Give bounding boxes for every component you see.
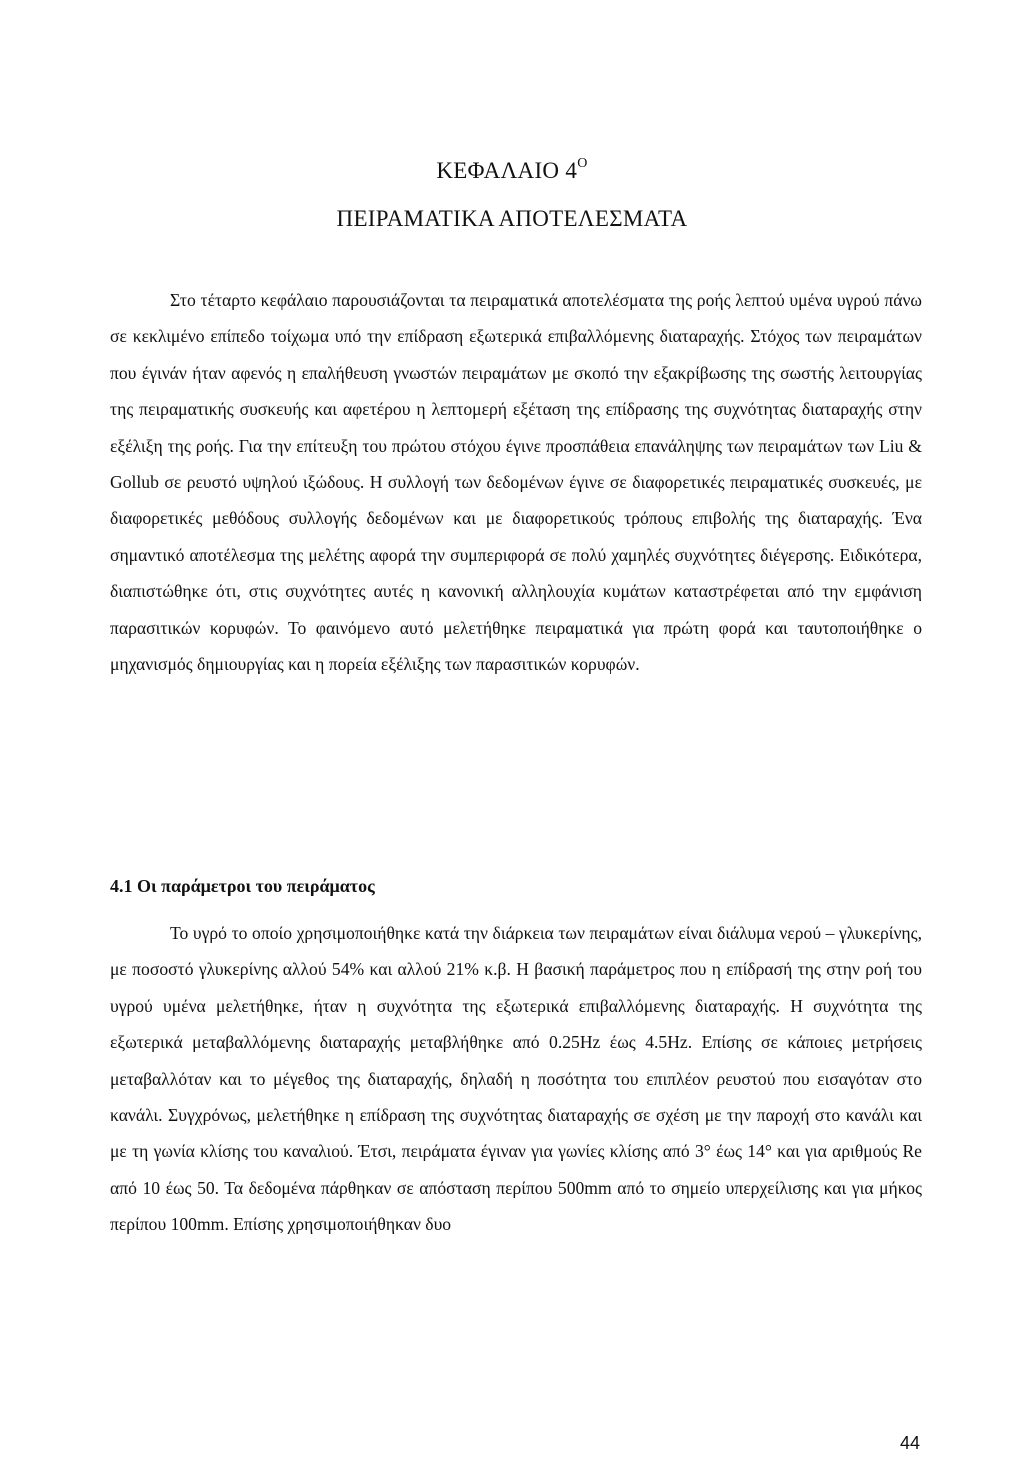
section-heading: 4.1 Οι παράμετροι του πειράματος (110, 876, 375, 896)
chapter-title-text: ΚΕΦΑΛΑΙΟ 4 (436, 158, 578, 183)
page-number: 44 (899, 1433, 920, 1453)
intro-paragraph: Στο τέταρτο κεφάλαιο παρουσιάζονται τα πειραματικά αποτελέσματα της ροής λεπτού υμένα υγρού πάνω σε κεκλιμένο επίπεδο τοίχωμα υπό την επίδραση εξωτερικά επιβαλλόμενης διαταραχής. Στόχος των πειραμάτων που έγινάν ήταν αφενός η επαλήθευση γνωστών πειραμάτων με σκοπό την εξακρίβωσης της σωστής λειτουργίας της πειραματικής συσκευής και αφετέρου η λεπτομερή εξέταση της επίδρασης της συχνότητας διαταραχής στην εξέλιξη της ροής. Για την επίτευξη του πρώτου στόχου έγινε προσπάθεια επανάληψης των πειραμάτων των Liu & Gollub σε ρευστό υψηλού ιξώδους. Η συλλογή των δεδομένων έγινε σε διαφορετικές πειραματικές συσκευές, με διαφορετικές μεθόδους συλλογής δεδομένων και με διαφορετικούς τρόπους επιβολής της διαταραχής. Ένα σημαντικό αποτέλεσμα της μελέτης αφορά την συμπεριφορά σε πολύ χαμηλές συχνότητες διέγερσης. Ειδικότερα, διαπιστώθηκε ότι, στις συχνότητες αυτές η κανονική αλληλουχία κυμάτων καταστρέφεται από την εμφάνιση παρασιτικών κορυφών. Το φαινόμενο αυτό μελετήθηκε πειραματικά για πρώτη φορά και ταυτοποιήθηκε ο μηχανισμός δημιουργίας και η πορεία εξέλιξης των παρασιτικών κορυφών. (110, 290, 922, 675)
chapter-title-superscript: O (577, 156, 588, 172)
section-paragraph: Το υγρό το οποίο χρησιμοποιήθηκε κατά την διάρκεια των πειραμάτων είναι διάλυμα νερού – γλυκερίνης, με ποσοστό γλυκερίνης αλλού 54% και αλλού 21% κ.β. Η βασική παράμετρος που η επίδρασή της στην ροή του υγρού υμένα μελετήθηκε, ήταν η συχνότητα της εξωτερικά επιβαλλόμενης διαταραχής. Η συχνότητα της εξωτερικά μεταβαλλόμενης διαταραχής μεταβλήθηκε από 0.25Hz έως 4.5Hz. Επίσης σε κάποιες μετρήσεις μεταβαλλόταν και το μέγεθος της διαταραχής, δηλαδή η ποσότητα του επιπλέον ρευστού που εισαγόταν στο κανάλι. Συγχρόνως, μελετήθηκε η επίδραση της συχνότητας διαταραχής σε σχέση με την παροχή στο κανάλι και με τη γωνία κλίσης του καναλιού. Έτσι, πειράματα έγιναν για γωνίες κλίσης από 3° έως 14° και για αριθμούς Re από 10 έως 50. Τα δεδομένα πάρθηκαν σε απόσταση περίπου 500mm από το σημείο υπερχείλισης και για μήκος περίπου 100mm. Επίσης χρησιμοποιήθηκαν δυο (110, 923, 922, 1235)
chapter-subtitle: ΠΕΙΡΑΜΑΤΙΚΑ ΑΠΟΤΕΛΕΣΜΑΤΑ (336, 206, 688, 231)
chapter-title (0, 158, 1024, 184)
